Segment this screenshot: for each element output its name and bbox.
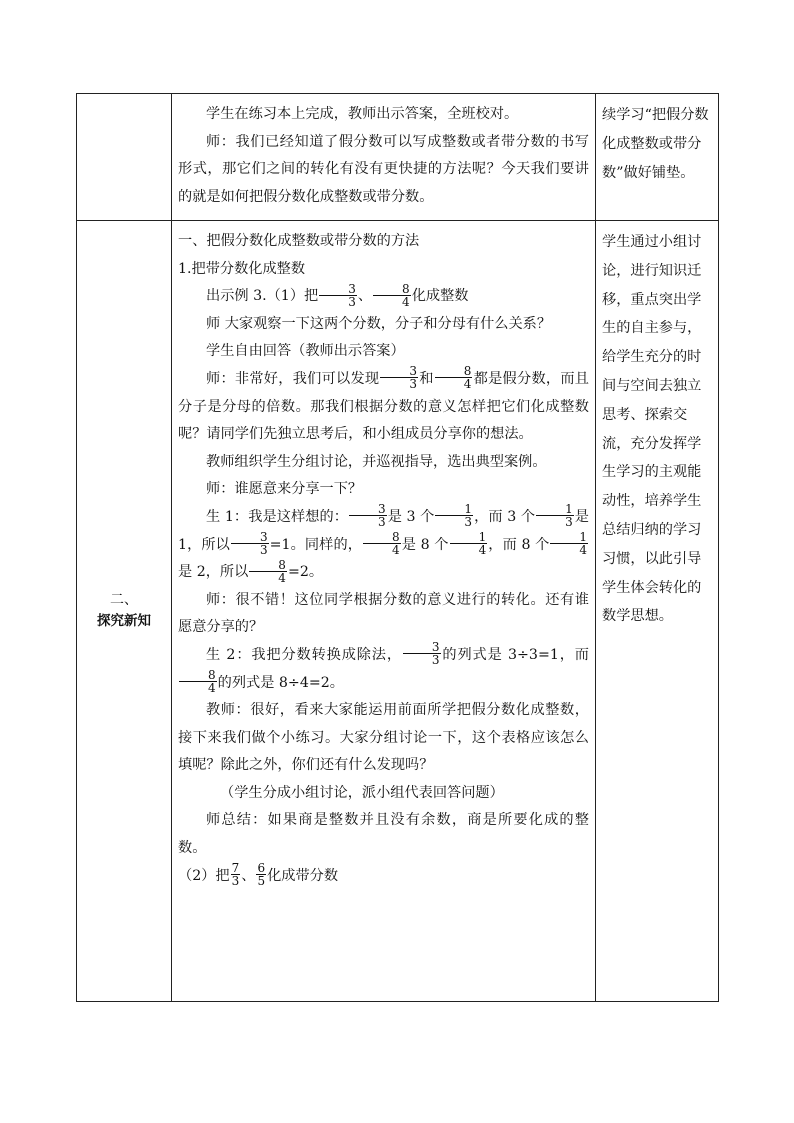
numerator: 3 (378, 502, 386, 517)
fraction-8-4 (373, 283, 411, 308)
table-row (77, 221, 719, 1002)
text-run: =1。同样的， (269, 536, 363, 553)
denominator: 3 (231, 543, 269, 556)
paragraph: 师总结：如果商是整数并且没有余数，商是所要化成的整数。 (178, 812, 589, 857)
text-run: 是 8 个 (401, 536, 449, 553)
numerator: 1 (464, 502, 473, 517)
paragraph: 师：很不错！这位同学根据分数的意义进行的转化。还有谁愿意分享的？ (178, 591, 589, 636)
design-intent-text: 续学习“把假分数化成整数或带分数”做好铺垫。 (602, 107, 709, 181)
fraction-8-4 (179, 669, 217, 694)
numerator: 8 (278, 557, 286, 572)
denominator: 3 (536, 515, 574, 528)
numerator: 8 (402, 281, 410, 296)
paragraph (178, 504, 589, 587)
denominator: 4 (450, 543, 488, 556)
numerator: 1 (478, 530, 487, 545)
text-run: 的列式是 3÷3=1，而 (441, 646, 589, 663)
paragraph: 师：谁愿意来分享一下？ (206, 481, 363, 498)
paragraph: 学生自由回答（教师出示答案） (206, 343, 405, 360)
paragraph: 师：我们已经知道了假分数可以写成整数或者带分数的书写形式，那它们之间的转化有没有更快捷的方法呢？今天我们要讲的就是如何把假分数化成整数或带分数。 (178, 133, 589, 205)
text-run: 、 (241, 867, 256, 884)
text-run: 生 1：我是这样想的： (206, 508, 348, 525)
text-run: 生 2：我把分数转换成除法， (206, 646, 402, 663)
stage-cell-empty (77, 94, 172, 221)
denominator: 4 (550, 543, 588, 556)
denominator: 5 (257, 874, 266, 889)
fraction-3-3 (380, 365, 418, 390)
stage-number: 二、 (110, 592, 138, 608)
fraction-3-3 (319, 283, 357, 308)
subsection-heading: 1.把带分数化成整数 (178, 260, 306, 277)
text-run: 是 3 个 (387, 508, 435, 525)
fraction-6-5 (256, 862, 266, 887)
numerator: 3 (259, 530, 268, 545)
design-intent-cell (596, 94, 719, 221)
fraction-1-3 (435, 503, 473, 528)
paragraph (178, 283, 589, 311)
denominator: 3 (380, 377, 418, 390)
lesson-plan-table (76, 93, 719, 1002)
denominator: 3 (349, 515, 387, 528)
fraction-1-4 (450, 531, 488, 556)
denominator: 4 (249, 571, 287, 584)
denominator: 3 (319, 295, 357, 308)
numerator: 8 (392, 530, 400, 545)
numerator: 8 (208, 668, 216, 682)
text-run: 师：非常好，我们可以发现 (206, 370, 380, 387)
text-run: 是 2，所以 (178, 564, 249, 581)
numerator: 6 (257, 861, 266, 876)
denominator: 4 (363, 543, 401, 556)
denominator: 4 (373, 295, 411, 308)
fraction-3-3 (403, 641, 441, 666)
text-run: 都是假分数，而且分子是分母的倍数。那我们根据分数的意义怎样把它们化成整数呢？请同学们先独立思考后，和小组成员分享你的想法。 (178, 370, 589, 443)
numerator: 3 (431, 640, 440, 655)
paragraph: 师 大家观察一下这两个分数，分子和分母有什么关系？ (206, 315, 552, 332)
text-run: 化成带分数 (267, 867, 339, 884)
text-run: =2。 (287, 564, 324, 581)
text-run: ，而 8 个 (488, 536, 550, 553)
text-run: 是 1，所以 (178, 508, 589, 553)
paragraph: （学生分成小组讨论，派小组代表回答问题） (220, 784, 504, 801)
numerator: 3 (348, 281, 356, 296)
paragraph (178, 366, 589, 449)
design-intent-text: 学生通过小组讨论，进行知识迁移，重点突出学生的自主参与，给学生充分的时间与空间去独立思考、探索交流，充分发挥学生学习的主观能动性，培养学生总结归纳的学习习惯，以此引导学生体会转化的数学思想。 (602, 234, 702, 625)
denominator: 4 (179, 681, 217, 694)
denominator: 3 (435, 515, 473, 528)
section-heading: 一、把假分数化成整数或带分数的方法 (178, 233, 420, 249)
text-run: 化成整数 (411, 288, 469, 305)
fraction-3-3 (349, 503, 387, 528)
text-run: 出示例 3.（1）把 (206, 288, 319, 305)
content-cell (172, 221, 596, 1002)
fraction-8-4 (435, 365, 473, 390)
fraction-8-4 (363, 531, 401, 556)
text-run: 、 (357, 288, 373, 305)
fraction-8-4 (249, 559, 287, 584)
text-run: （2）把 (178, 867, 230, 884)
design-intent-cell (596, 221, 719, 1002)
text-run: 的列式是 8÷4=2。 (217, 674, 344, 691)
paragraph (178, 863, 589, 891)
numerator: 3 (409, 364, 418, 379)
stage-name: 探究新知 (97, 613, 151, 629)
fraction-7-3 (231, 862, 241, 887)
numerator: 1 (565, 502, 573, 517)
content-cell (172, 94, 596, 221)
fraction-3-3 (231, 531, 269, 556)
stage-cell (77, 221, 172, 1002)
denominator: 4 (435, 377, 473, 390)
table-row (77, 94, 719, 221)
denominator: 3 (403, 653, 441, 666)
text-run: ，而 3 个 (474, 508, 536, 525)
denominator: 3 (231, 874, 240, 889)
paragraph (178, 642, 589, 697)
paragraph: 教师组织学生分组讨论，并巡视指导，选出典型案例。 (206, 453, 547, 470)
paragraph: 教师：很好，看来大家能运用前面所学把假分数化成整数，接下来我们做个小练习。大家分组讨论一下，这个表格应该怎么填呢？除此之外，你们还有什么发现吗？ (178, 702, 589, 774)
numerator: 8 (463, 364, 472, 379)
fraction-1-4 (550, 531, 588, 556)
numerator: 7 (231, 861, 240, 876)
paragraph: 学生在练习本上完成，教师出示答案，全班校对。 (206, 106, 519, 122)
numerator: 1 (579, 530, 588, 545)
fraction-1-3 (536, 503, 574, 528)
text-run: 和 (419, 370, 434, 387)
